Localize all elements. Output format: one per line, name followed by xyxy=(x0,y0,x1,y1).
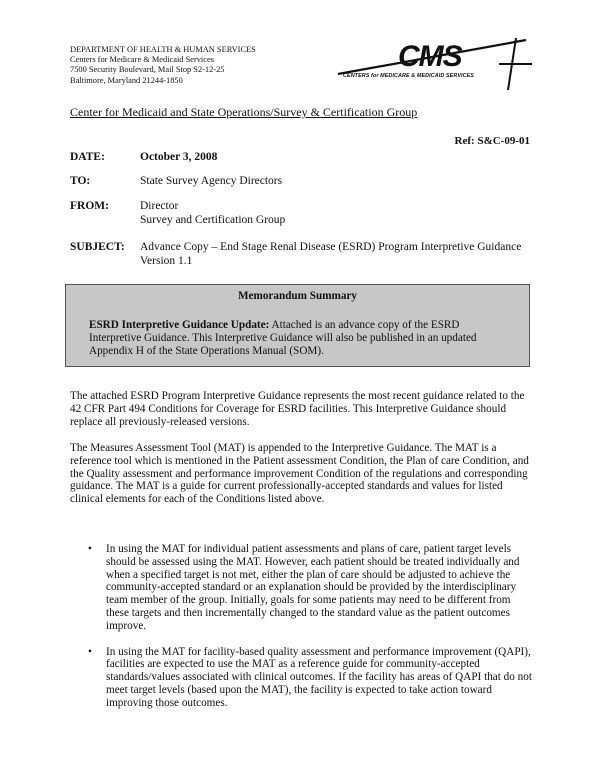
list-item xyxy=(70,646,535,710)
cms-logo-caption: CENTERS for MEDICARE & MEDICAID SERVICES xyxy=(343,73,474,79)
summary-lead: ESRD Interpretive Guidance Update: xyxy=(89,319,270,331)
memo-date-label: DATE: xyxy=(70,151,105,163)
memo-to-value: State Survey Agency Directors xyxy=(140,175,283,187)
paragraph-guidance: The attached ESRD Program Interpretive Guidance represents the most recent guidance related to the 42 CFR Part 494 Conditions for Coverage for ESRD facilities. This Interpretive Guidance should replace all previously-released versions. xyxy=(70,390,525,428)
bullet-icon: • xyxy=(88,645,92,658)
bullet-text-qapi: In using the MAT for facility-based quality assessment and performance improvement (QAPI), facilities are expected to use the MAT as a reference guide for community-accepted standards/values associated with clinical outcomes. If the facility has areas of QAPI that do not meet target levels (based upon the MAT), the facility is expected to take action toward improving those outcomes. xyxy=(106,645,532,709)
memo-from-title: Director xyxy=(140,200,179,212)
cms-logo xyxy=(336,34,536,90)
memo-to-label: TO: xyxy=(70,175,91,187)
memo-from-value xyxy=(140,199,540,227)
summary-title: Memorandum Summary xyxy=(237,290,357,302)
summary-text: Attached is an advance copy of the ESRD Interpretive Guidance. This Interpretive Guidance will also be published in an updated Appendix H of the State Operations Manual (SOM). xyxy=(89,319,477,358)
summary-body xyxy=(89,319,514,359)
memo-from-label: FROM: xyxy=(70,200,109,212)
bullet-text-patient: In using the MAT for individual patient assessments and plans of care, patient target levels should be assessed using the MAT. However, each patient should be treated individually and when a specified target is not met, either the plan of care should be adjusted to achieve the community-accepted standard or an explanation should be provided by the interdisciplinary team member of the group. Initially, goals for some patients may need to be different from these targets and then incrementally changed to the standard value as the patient outcomes improve. xyxy=(106,543,520,632)
agency-street: 7500 Security Boulevard, Mail Stop S2-12-25 xyxy=(70,65,225,75)
memo-subject-label: SUBJECT: xyxy=(70,241,125,253)
cms-logo-text: CMS xyxy=(398,40,462,73)
list-item xyxy=(70,543,535,633)
paragraph-mat: The Measures Assessment Tool (MAT) is appended to the Interpretive Guidance. The MAT is a reference tool which is mentioned in the Patient assessment Condition, the Plan of care Condition, and the Quality assessment and performance improvement Condition of the regulations and corresponding guidance. The MAT is a guide for current professionally-accepted standards and values for listed clinical elements for each of the Conditions listed above. xyxy=(70,442,529,506)
memorandum-summary-box xyxy=(65,284,530,367)
memo-subject-value: Advance Copy – End Stage Renal Disease (ESRD) Program Interpretive Guidance Version 1.1 xyxy=(140,241,522,267)
memo-from-group: Survey and Certification Group xyxy=(140,214,286,226)
agency-address-block xyxy=(70,45,256,86)
group-heading: Center for Medicaid and State Operations/Survey & Certification Group xyxy=(70,105,418,119)
bullet-icon: • xyxy=(88,543,92,555)
agency-centers: Centers for Medicare & Medicaid Services xyxy=(70,55,214,65)
reference-number: Ref: S&C-09-01 xyxy=(454,135,530,147)
bullet-list xyxy=(70,543,535,723)
agency-city: Baltimore, Maryland 21244-1850 xyxy=(70,75,183,85)
memo-date-value: October 3, 2008 xyxy=(140,151,218,163)
agency-department: DEPARTMENT OF HEALTH & HUMAN SERVICES xyxy=(70,45,256,54)
